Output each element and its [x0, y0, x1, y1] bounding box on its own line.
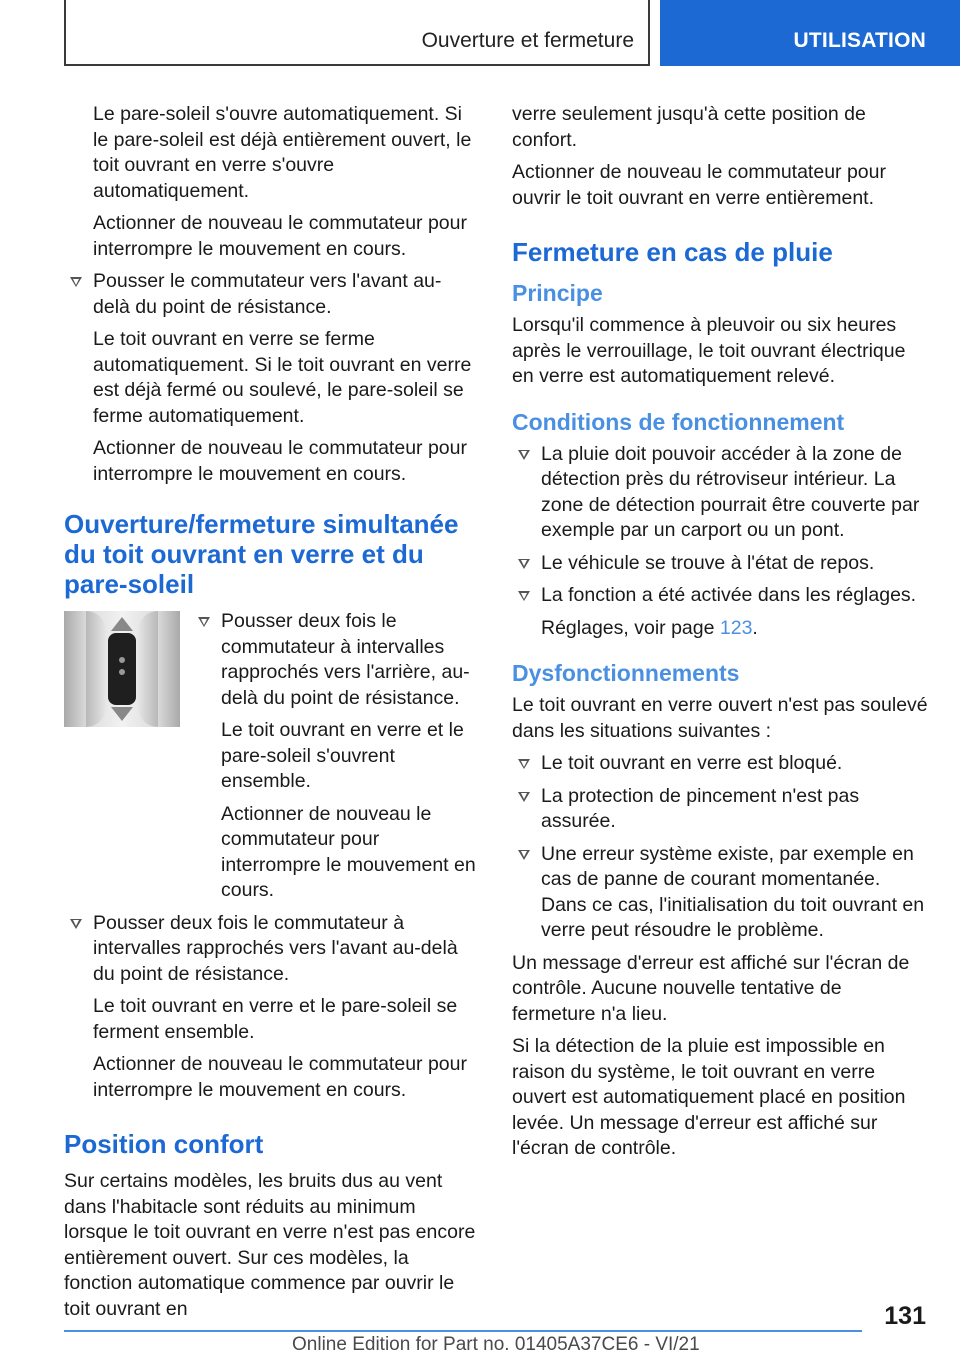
paragraph: Le toit ouvrant en verre ouvert n'est pas soulevé dans les situations suivantes :: [512, 694, 928, 742]
page-link[interactable]: 123: [719, 616, 753, 639]
heading-rain-closing: Fermeture en cas de pluie: [512, 237, 833, 267]
paragraph: Sur certains modèles, les bruits dus au vent dans l'habitacle sont réduits au minimum lorsque le toit ouvrant en verre n'est pas encore entièrement ouvert. Sur ces modèles, la fonction automatique commence par ouvrir le toit ouvrant en: [64, 1170, 476, 1320]
paragraph: Actionner de nouveau le commutateur pour interrompre le mouvement en cours.: [93, 212, 467, 260]
heading-operating-conditions: Conditions de fonctionnement: [512, 408, 845, 435]
paragraph: Actionner de nouveau le commutateur pour interrompre le mouvement en cours.: [93, 437, 467, 485]
heading-malfunctions: Dysfonctionnements: [512, 660, 740, 686]
roof-switch-image: [64, 611, 180, 727]
bullet-item: La fonction a été activée dans les réglages.: [512, 583, 928, 609]
footer-edition: Online Edition for Part no. 01405A37CE6 - VI/21: [292, 1334, 700, 1355]
bullet-item: La pluie doit pouvoir accéder à la zone de détection près du rétroviseur intérieur. La zone de détection pourrait être couverte par exemple par un carport ou un pont.: [512, 442, 928, 544]
bullet-item: Pousser le commutateur vers l'avant au-delà du point de résistance.: [64, 269, 478, 320]
bullet-item: Pousser deux fois le commutateur à intervalles rapprochés vers l'avant au-delà du point de résistance.: [64, 911, 478, 988]
reference-end: .: [752, 616, 758, 639]
paragraph: Si la détection de la pluie est impossible en raison du système, le toit ouvrant en verre ouvert est automatiquement placé en position levée. Un message d'erreur est affiché sur l'écran de contrôle.: [512, 1035, 906, 1159]
paragraph: Le toit ouvrant en verre et le pare-soleil s'ouvrent ensemble.: [221, 719, 464, 792]
switch-figure-row: [64, 609, 478, 911]
switch-trim-left: [86, 611, 106, 727]
arrow-up-icon: [111, 617, 133, 631]
header-section-tab[interactable]: [660, 0, 960, 66]
header-section-label: UTILISATION: [793, 29, 926, 52]
settings-reference: [512, 616, 928, 642]
paragraph: Actionner de nouveau le commutateur pour interrompre le mouvement en cours.: [221, 802, 476, 901]
header-chapter-title: Ouverture et fermeture: [421, 29, 634, 52]
paragraph: Actionner de nouveau le commutateur pour interrompre le mouvement en cours.: [93, 1053, 467, 1101]
switch-dot-icon: [119, 669, 125, 675]
arrow-down-icon: [111, 707, 133, 721]
bullet-item: Le toit ouvrant en verre est bloqué.: [512, 751, 928, 777]
switch-trim-right: [138, 611, 158, 727]
paragraph: verre seulement jusqu'à cette position de confort.: [512, 103, 866, 151]
heading-principle: Principe: [512, 280, 603, 306]
bullet-item: Le véhicule se trouve à l'état de repos.: [512, 551, 928, 577]
heading-simultaneous: Ouverture/fermeture simultanée du toit ouvrant en verre et du pare-soleil: [64, 509, 459, 599]
switch-dot-icon: [119, 657, 125, 663]
bullet-item: La protection de pincement n'est pas assurée.: [512, 784, 928, 835]
switch-figure-text: [192, 609, 478, 911]
paragraph: Un message d'erreur est affiché sur l'écran de contrôle. Aucune nouvelle tentative de fermeture n'a lieu.: [512, 951, 910, 1025]
left-column: [64, 102, 478, 1329]
page-number: 131: [884, 1302, 926, 1330]
right-column: [512, 102, 928, 1169]
reference-text: Réglages, voir page: [541, 616, 720, 639]
header-chapter-box: [64, 0, 650, 66]
paragraph: Lorsqu'il commence à pleuvoir ou six heures après le verrouillage, le toit ouvrant électrique en verre est automatiquement relevé.: [512, 314, 906, 387]
bullet-item: Pousser deux fois le commutateur à intervalles rapprochés vers l'arrière, au-delà du point de résistance.: [192, 609, 478, 711]
bullet-item: Une erreur système existe, par exemple en cas de panne de courant momentanée. Dans ce cas, l'initialisation du toit ouvrant en verre peut résoudre le problème.: [512, 842, 928, 944]
footer-divider: [64, 1330, 862, 1332]
paragraph: Le toit ouvrant en verre et le pare-soleil se ferment ensemble.: [93, 995, 458, 1043]
paragraph: Le toit ouvrant en verre se ferme automatiquement. Si le toit ouvrant en verre est déjà fermé ou soulevé, le pare-soleil se ferme automatiquement.: [93, 328, 472, 427]
paragraph: Le pare-soleil s'ouvre automatiquement. Si le pare-soleil est déjà entièrement ouvert, le toit ouvrant en verre s'ouvre automatiquement.: [93, 103, 472, 202]
paragraph: Actionner de nouveau le commutateur pour ouvrir le toit ouvrant en verre entièrement.: [512, 161, 886, 209]
heading-comfort-position: Position confort: [64, 1129, 264, 1159]
